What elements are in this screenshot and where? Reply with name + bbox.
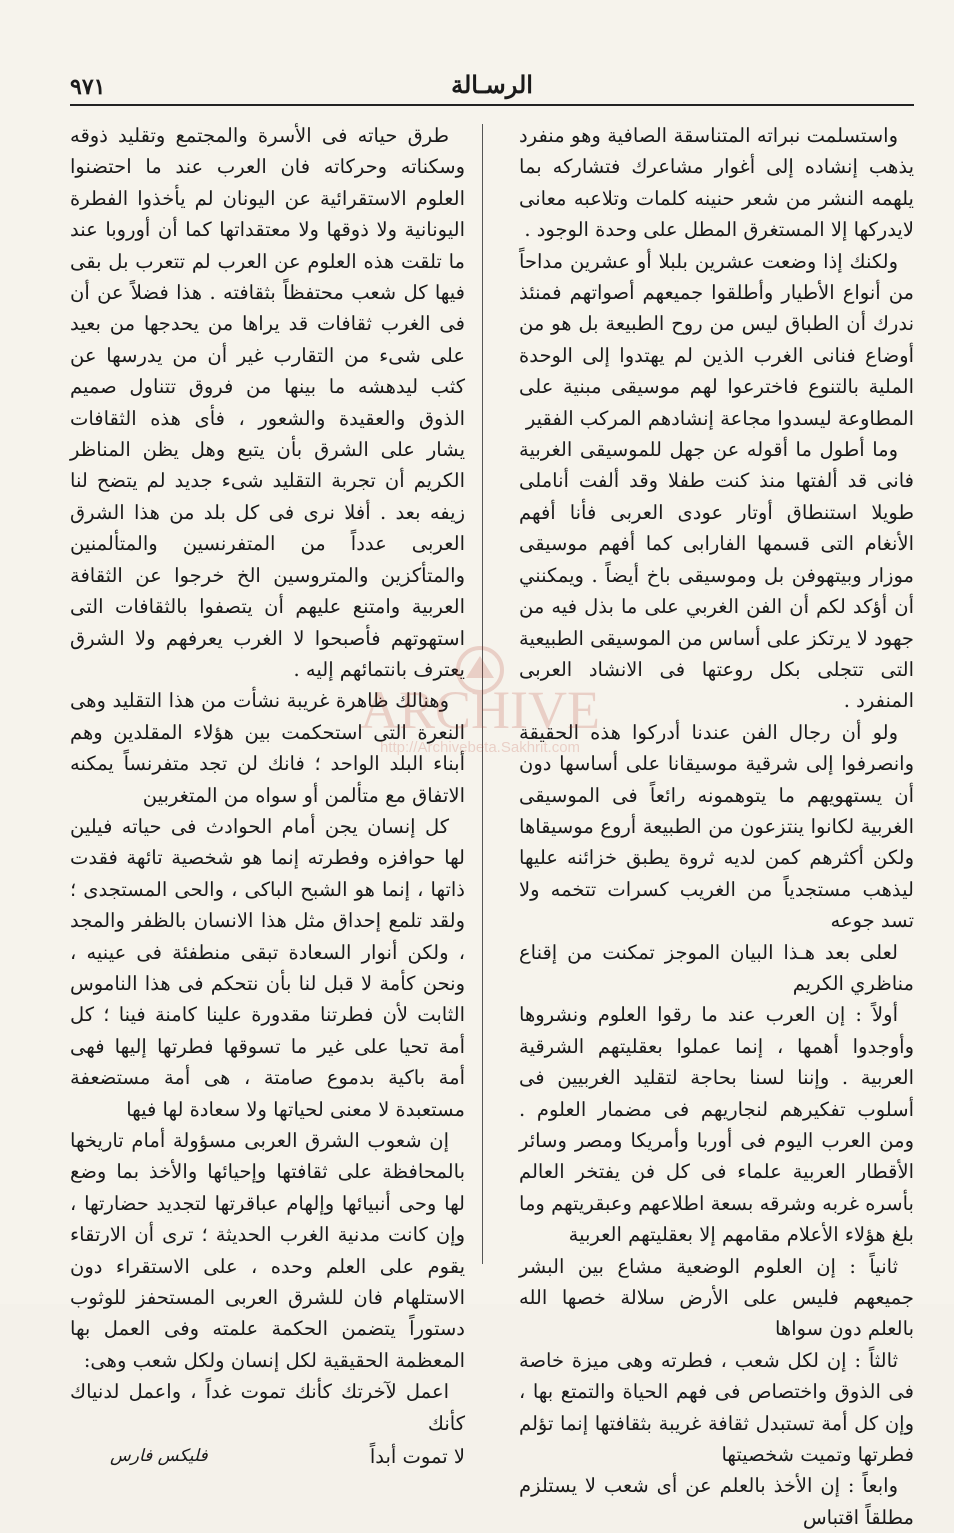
header-rule: [70, 104, 914, 106]
paragraph: ولو أن رجال الفن عندنا أدركوا هذه الحقيقة وانصرفوا إلى شرقية موسيقانا على أساسها دون أن يستهويهم ما يتوهمونه رائعاً فى الموسيقى الغربية لكانوا ينتزعون من الطبيعة أروع موسيقاها ولكن أكثرهم كمن لديه ثروة يطبق خزائنه عليها ليذهب مستجدياً من الغريب كسرات تتخمه ولا تسد جوعه: [519, 720, 914, 933]
journal-name: الرسـالة: [451, 70, 533, 99]
point-second: ثانياً : إن العلوم الوضعية مشاع بين البشر جميعهم فليس على الأرض سلالة خصها الله بالعلم دون سواها: [519, 1254, 914, 1341]
quote-ending: لا تموت أبداً: [369, 1445, 465, 1469]
paragraph: كل إنسان يجن أمام الحوادث فى حياته فيلين لها حوافزه وفطرته إنما هو شخصية تائهة فقدت ذاتها ، إنما هو الشبح الباكى ، والحى المستجدى ؛ ولقد تلمع إحداق مثل هذا الانسان بالظفر والمجد ، ولكن أنوار السعادة تبقى منطفئة فى عينيه ، ونحن كأمة لا قبل لنا بأن نتحكم فى هذا الناموس الثابت لأن فطرتنا مقدورة علينا كامنة فينا ؛ كل أمة تحيا على غير ما تسوقها فطرتها إليها فهى أمة باكية بدموع صامتة ، هى أمة مستضعفة مستعبدة لا معنى لحياتها ولا سعادة لها فيها: [70, 814, 465, 1121]
paragraph: وما أطول ما أقوله عن جهل للموسيقى الغربية فانى قد ألفتها منذ كنت طفلا وقد ألفت أناملى طويلا استنطاق أوتار عودى العربى فأنا أفهم الأنغام التى قسمها الفارابى كما أفهم موسيقى موزار وبيتهوفن بل وموسيقى باخ أيضاً . ويمكنني أن أؤكد لكم أن الفن الغربي على ما بذل فيه من جهود لا يرتكز على أساس من الموسيقى الطبيعية التى تتجلى بكل روعتها فى الانشاد العربى المنفرد .: [519, 438, 914, 713]
paragraph: إن شعوب الشرق العربى مسؤولة أمام تاريخها بالمحافظة على ثقافتها وإحيائها والأخذ بما وضع لها وحى أنبيائها وإلهام عباقرتها لتجديد حضارتها ، وإن كانت مدنية الغرب الحديثة ؛ ترى أن الارتقاء يقوم على العلم وحده ، على الاستقراء دون الاستلهام فان للشرق العربى المستحفز للوثوب دستوراً يتضمن الحكمة علمته وفى العمل بها المعظمة الحقيقية لكل إنسان ولكل شعب وهى:: [70, 1129, 465, 1372]
paragraph: لعلى بعد هـذا البيان الموجز تمكنت من إقناع مناظري الكريم: [519, 940, 914, 995]
quote-line: اعمل لآخرتك كأنك تموت غداً ، واعمل لدنياك كأنك: [70, 1380, 465, 1435]
right-column: [519, 120, 914, 1533]
watermark-brand: ARCHIVE: [360, 680, 600, 740]
watermark-mark-icon: [466, 656, 494, 678]
author-signature: فليكس فارس: [110, 1446, 208, 1467]
point-first: أولاً : إن العرب عند ما رقوا العلوم ونشروها وأوجدوا أهمها ، إنما عملوا بعقليتهم الشرقية العربية . وإننا لسنا بحاجة لتقليد الغربيين فى أسلوب تفكيرهم لنجاريهم فى مضمار العلوم . ومن العرب اليوم فى أوربا وأمريكا ومصر وسائر الأقطار العربية علماء فى كل فن يفتخر العالم بأسره غربه وشرقه بسعة اطلاعهم وعبقريتهم وما بلغ هؤلاء الأعلام مقامهم إلا بعقليتهم العربية: [519, 1003, 914, 1247]
watermark-url: http://Archivebeta.Sakhrit.com: [379, 739, 581, 756]
closing-row: [70, 1441, 465, 1472]
paragraph: ولكنك إذا وضعت عشرين بلبلا أو عشرين مداحاً من أنواع الأطيار وأطلقوا جميعهم أصواتهم فمنئذ ندرك أن الطباق ليس من روح الطبيعة بل هو من أوضاع فنانى الغرب الذين لم يهتدوا إلى الوحدة الملية بالتنوع فاخترعوا لهم موسيقى مبنية على المطاوعة ليسدوا مجاعة إنشادهم المركب الفقير: [519, 249, 914, 430]
paragraph: واستسلمت نبراته المتناسقة الصافية وهو منفرد يذهب إنشاده إلى أغوار مشاعرك فتشاركه بما يلهمه النشر من شعر حنينه كلمات وتلاعبه معانى لايدركها إلا المستغرق المطل على وحدة الوجود .: [519, 124, 914, 242]
point-third: ثالثاً : إن لكل شعب ، فطرته وهى ميزة خاصة فى الذوق واختصاص فى فهم الحياة والتمتع بها ، وإن كل أمة تستبدل ثقافة غريبة بثقافتها إنما تؤلم فطرتها وتميت شخصيتها: [519, 1348, 914, 1467]
page-number: ٩٧١: [70, 74, 106, 100]
column-divider: [482, 124, 483, 1264]
running-head: [70, 68, 914, 102]
paragraph: وهنالك ظاهرة غريبة نشأت من هذا التقليد وهى النعرة التى استحكمت بين هؤلاء المقلدين وهم أبناء البلد الواحد ؛ فانك لن تجد متفرنساً يمكنه الاتفاق مع متألمن أو سواه من المتغربين: [70, 689, 465, 807]
left-column: [70, 120, 465, 1472]
paragraph: طرق حياته فى الأسرة والمجتمع وتقليد ذوقه وسكناته وحركاته فان العرب عند ما احتضنوا العلوم الاستقرائية عن اليونان لم يأخذوا الفطرة اليونانية ولا ذوقها ولا معتقداتها كما أن أوروبا عند ما تلقت هذه العلوم عن العرب لم تتعرب بل بقى فيها كل شعب محتفظاً بثقافته . هذا فضلاً عن أن فى الغرب ثقافات قد يراها من يحدجها من بعيد على شىء من التقارب غير أن من يدرسها عن كثب ليدهشه ما بينها من فروق تتناول صميم الذوق والعقيدة والشعور ، فأى هذه الثقافات يشار على الشرق بأن يتبع وهل يظن المناظر الكريم أن تجربة التقليد شىء جديد لم يتضح لنا زيفه بعد . أفلا نرى فى كل بلد من هذا الشرق العربى عدداً من المتفرنسين والمتألمنين والمتأكزين والمتروسين الخ خرجوا عن الثقافة العربية وامتنع عليهم أن يتصفوا بالثقافات التى استهوتهم فأصبحوا لا الغرب يعرفهم ولا الشرق يعترف بانتمائهم إليه .: [70, 124, 465, 681]
point-fourth: وابعاً : إن الأخذ بالعلم عن أى شعب لا يستلزم مطلقاً اقتباس: [519, 1474, 914, 1529]
